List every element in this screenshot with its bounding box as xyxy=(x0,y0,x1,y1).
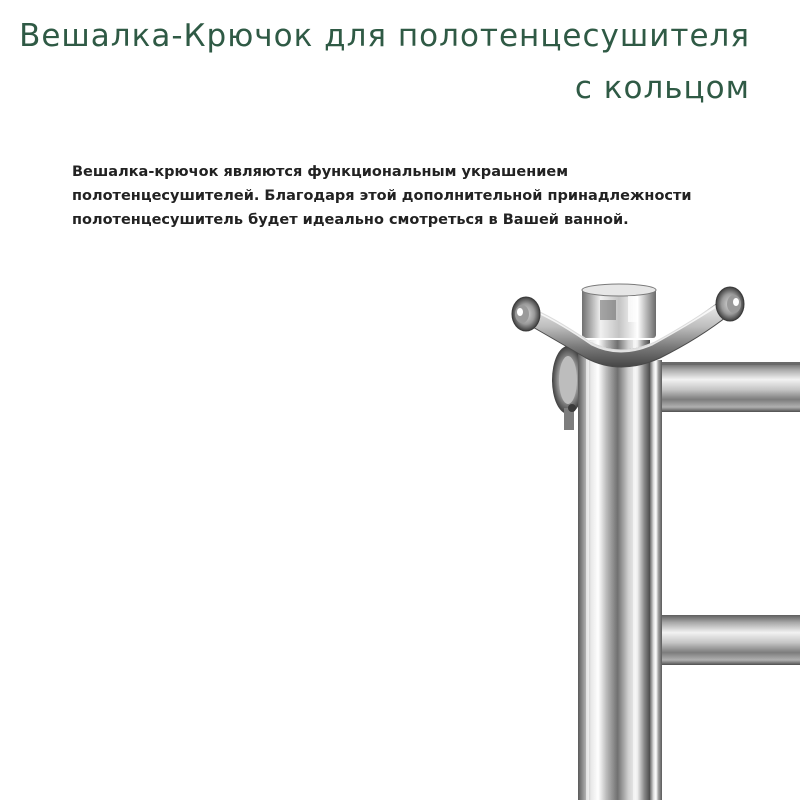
page-title xyxy=(10,10,750,114)
inner-vertical-pipe xyxy=(650,360,662,800)
main-vertical-pipe xyxy=(578,340,650,800)
product-photo xyxy=(490,270,800,800)
left-hook-end xyxy=(512,297,540,331)
title-line-1: Вешалка-Крючок для полотенцесушителя xyxy=(19,18,750,54)
right-hook-end xyxy=(716,287,744,321)
title-line-2: с кольцом xyxy=(574,70,750,106)
product-description: Вешалка-крючок являются функциональным украшением полотенцесушителей. Благодаря этой дополнительной принадлежности полотенцесушитель будет идеально смотреться в Вашей ванной. xyxy=(72,164,692,228)
towel-warmer-hook-illustration xyxy=(490,270,800,800)
hook-ring-cap xyxy=(582,284,656,338)
lower-rail xyxy=(655,615,800,665)
top-rail xyxy=(650,362,800,412)
